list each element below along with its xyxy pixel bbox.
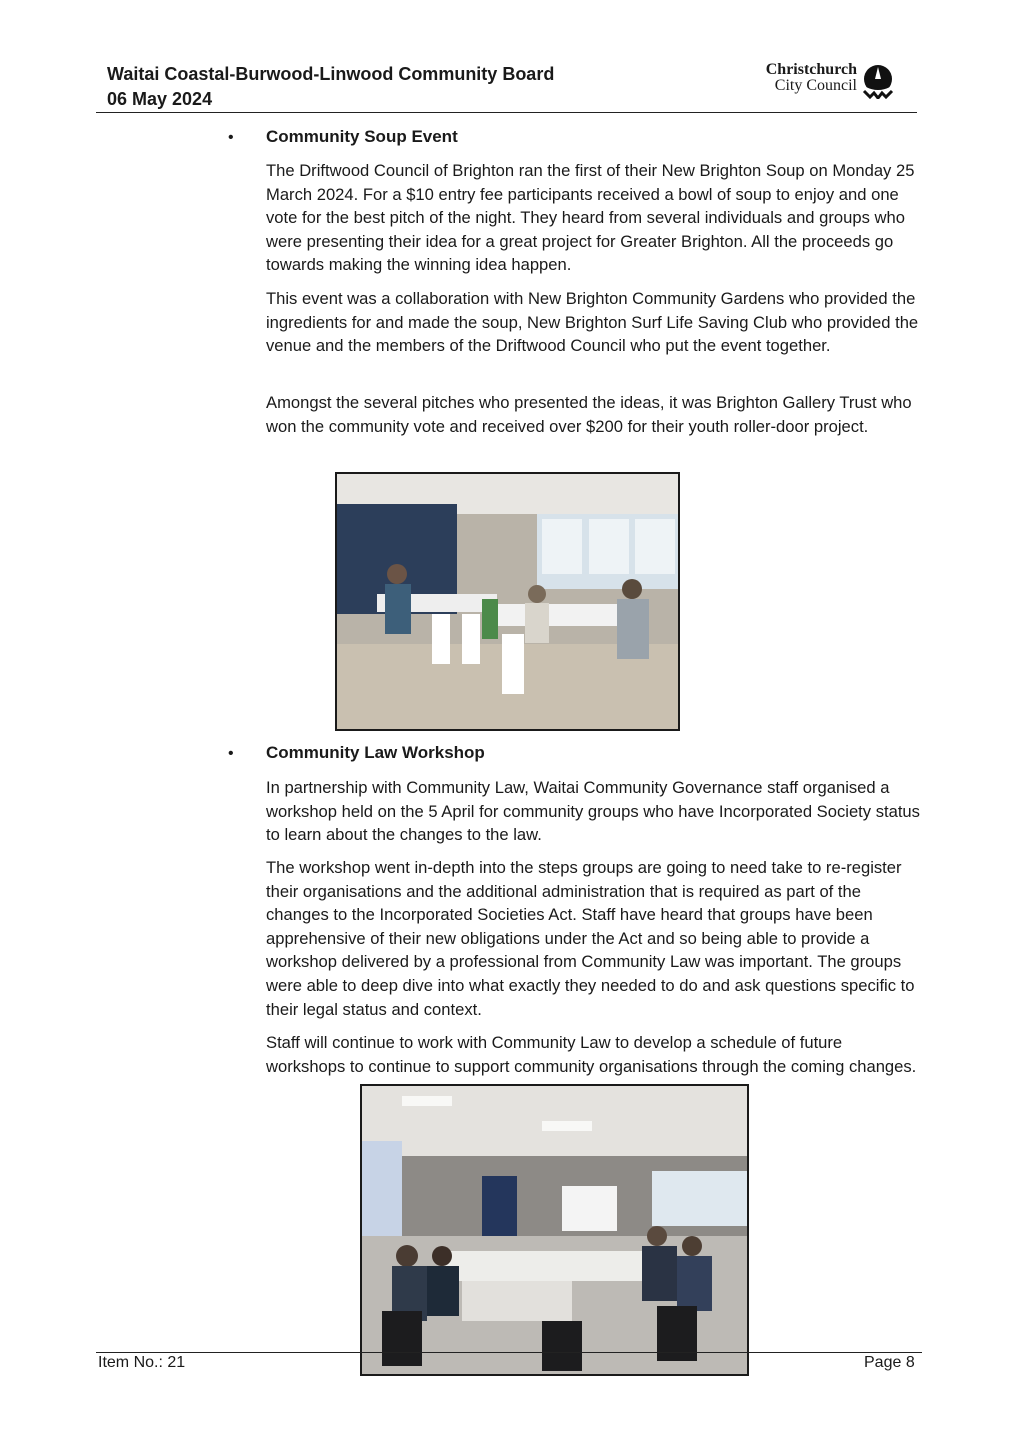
law-workshop-photo	[360, 1084, 749, 1376]
bullet-point: •	[228, 745, 234, 762]
cathedral-logo-icon	[860, 63, 896, 99]
logo-line-2: City Council	[774, 77, 857, 94]
bullet-point: •	[228, 129, 234, 146]
paragraph: Staff will continue to work with Community Law to develop a schedule of future workshops to continue to support community organisations through the coming changes.	[266, 1033, 917, 1076]
paragraph: The workshop went in-depth into the steps groups are going to need take to re-register their organisations and the additional administration that is required as part of the changes to the Incorporated Societies Act. Staff have heard that groups have been apprehensive of their new obligations under the Act and so being able to provide a workshop delivered by a professional from Community Law was important. The groups were able to deep dive into what exactly they needed to do and ask questions specific to their legal status and context.	[266, 858, 915, 1019]
paragraph: Amongst the several pitches who presented the ideas, it was Brighton Gallery Trust who won the community vote and received over $200 for their youth roller-door project.	[266, 393, 912, 436]
footer-divider	[96, 1352, 922, 1353]
item-number: Item No.: 21	[98, 1354, 186, 1371]
header-divider	[96, 112, 917, 113]
board-name: Waitai Coastal-Burwood-Linwood Community Board	[107, 64, 555, 84]
section-heading-soup-event: Community Soup Event	[266, 127, 458, 146]
paragraph: In partnership with Community Law, Waitai Community Governance staff organised a workshop held on the 5 April for community groups who have Incorporated Society status to learn about the changes to the law.	[266, 778, 920, 845]
document-header	[107, 62, 554, 112]
meeting-date: 06 May 2024	[107, 89, 213, 109]
page-number: Page 8	[864, 1354, 915, 1371]
section-heading-law-workshop: Community Law Workshop	[266, 743, 485, 762]
council-logo	[745, 62, 900, 102]
paragraph: The Driftwood Council of Brighton ran the first of their New Brighton Soup on Monday 25 March 2024. For a $10 entry fee participants received a bowl of soup to enjoy and one vote for the best pitch of the night. They heard from several individuals and groups who were presenting their idea for a great project for Greater Brighton. All the proceeds go towards making the winning idea happen.	[266, 161, 915, 275]
logo-line-1: Christchurch	[765, 61, 857, 78]
soup-event-photo	[335, 472, 680, 731]
paragraph: This event was a collaboration with New Brighton Community Gardens who provided the ingredients for and made the soup, New Brighton Surf Life Saving Club who provided the venue and the members of the Driftwood Council who put the event together.	[266, 289, 919, 356]
